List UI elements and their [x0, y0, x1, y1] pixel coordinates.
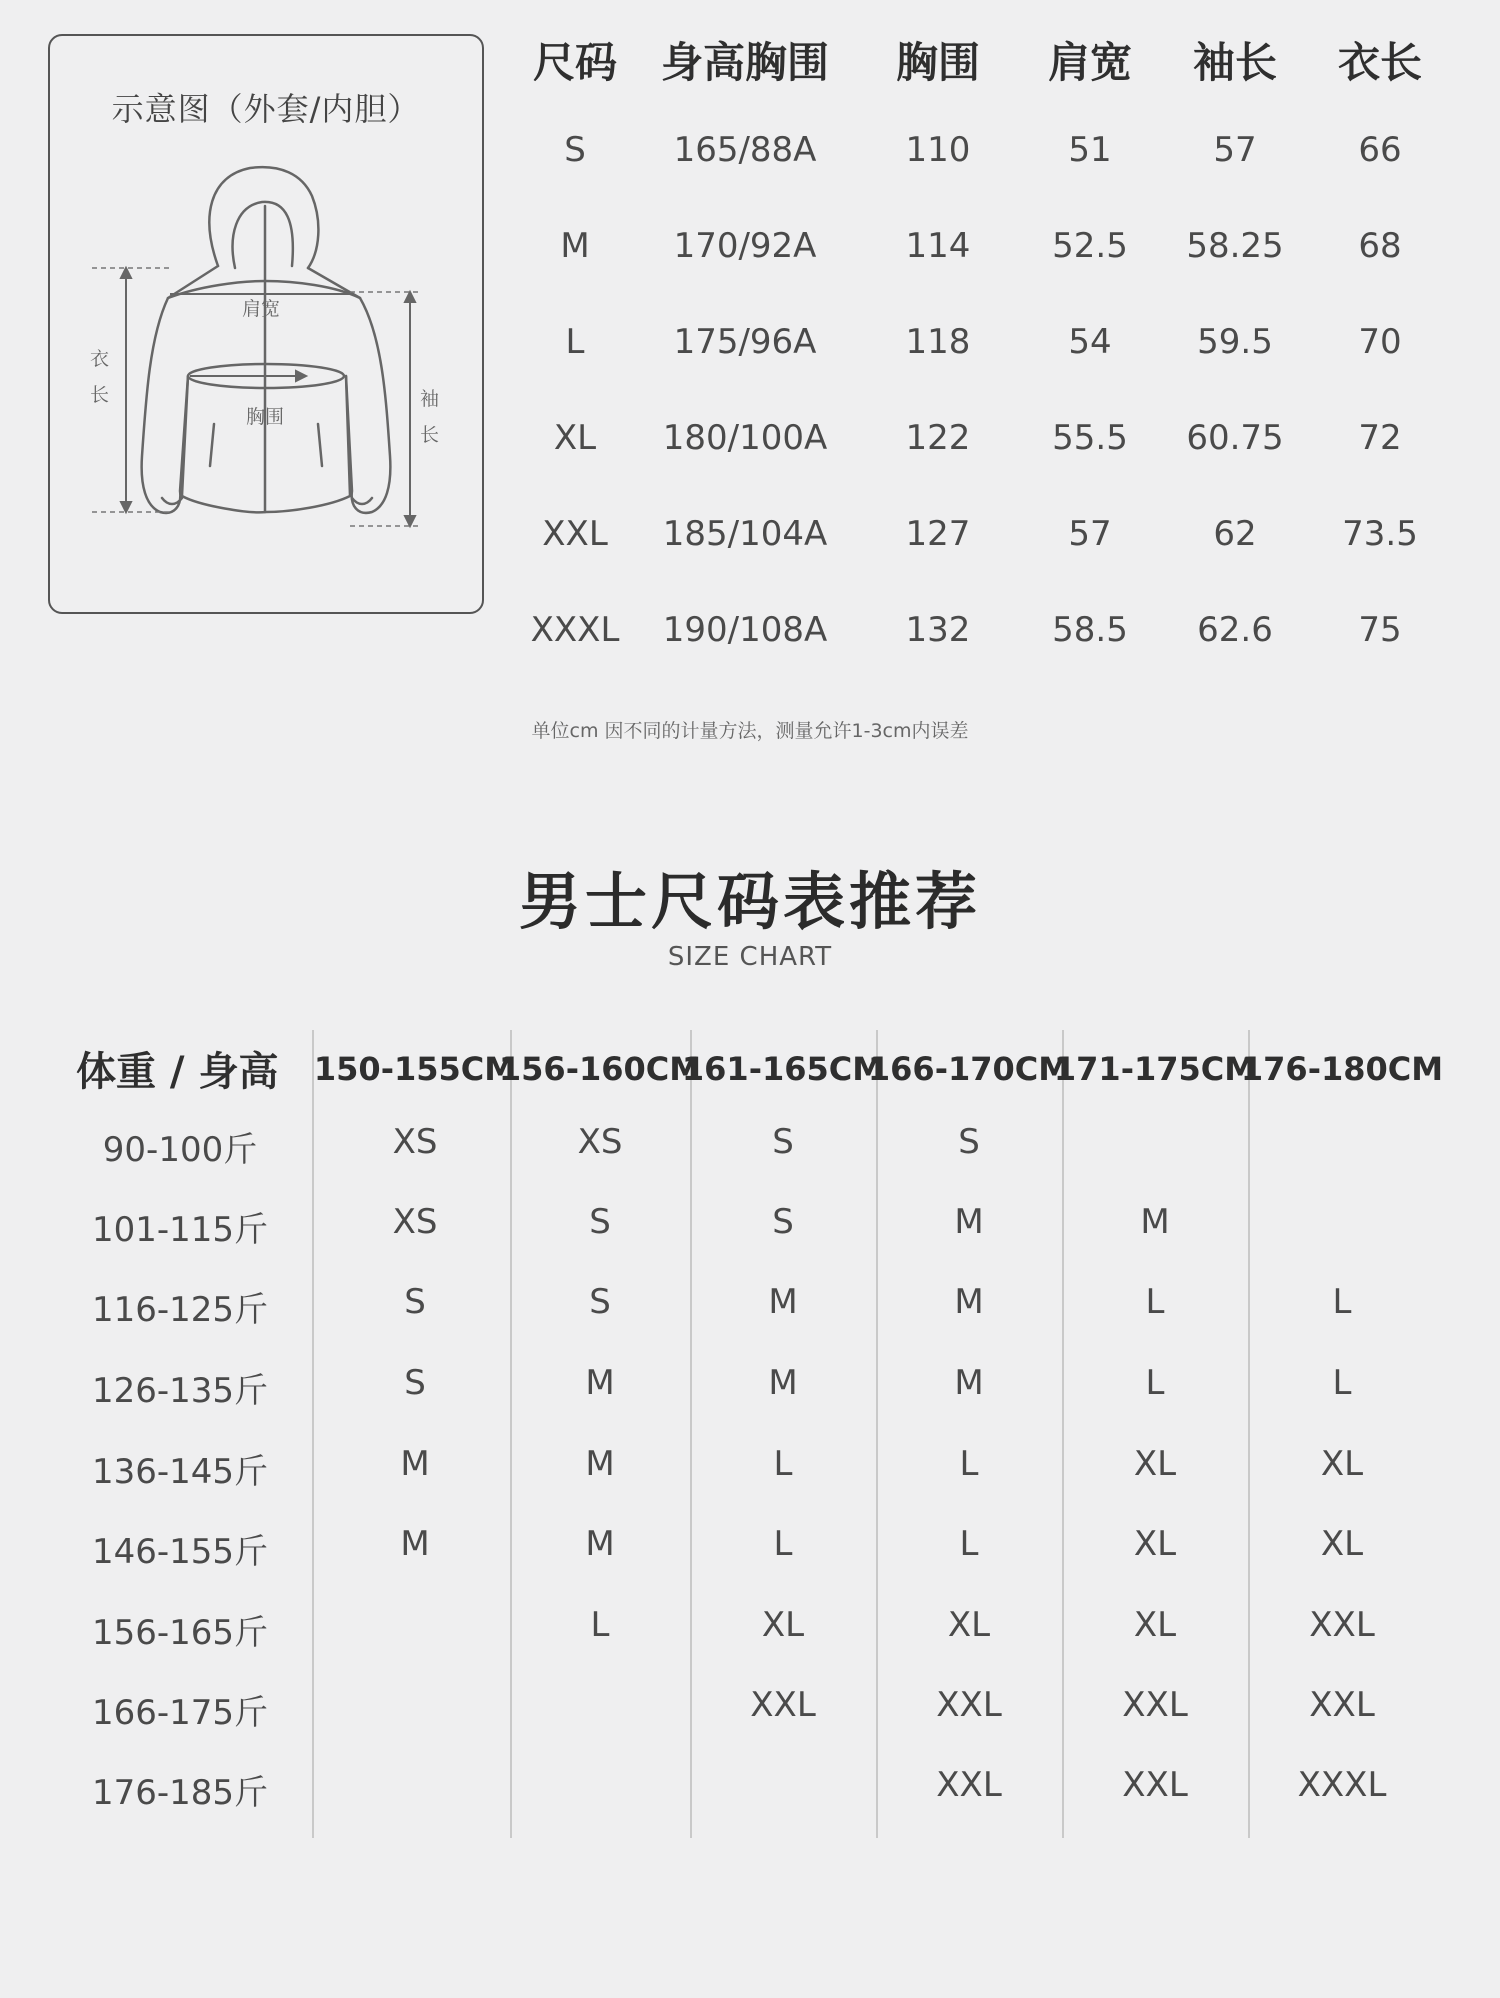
- recommended-size-cell: L: [1145, 1282, 1165, 1322]
- height-range-header: 156-160CM: [498, 1050, 702, 1088]
- recommended-size-cell: L: [959, 1524, 979, 1564]
- spec-cell: XL: [553, 418, 597, 458]
- recommended-size-cell: XL: [1133, 1524, 1177, 1564]
- height-range-header: 171-175CM: [1053, 1050, 1257, 1088]
- rec-corner-label: 体重 / 身高: [76, 1049, 279, 1095]
- recommended-size-cell: M: [954, 1282, 984, 1322]
- recommended-size-cell: S: [958, 1122, 980, 1162]
- spec-header-cell: 袖长: [1192, 38, 1278, 87]
- spec-cell: 52.5: [1052, 226, 1128, 266]
- spec-cell: 127: [905, 514, 971, 554]
- recommended-size-cell: M: [400, 1524, 430, 1564]
- recommended-size-cell: M: [585, 1444, 615, 1484]
- recommended-size-cell: XXL: [936, 1685, 1002, 1725]
- diagram-label-sleeve-2: 长: [420, 424, 440, 446]
- weight-range-label: 126-135斤: [91, 1371, 269, 1411]
- page-title: 男士尺码表推荐: [518, 865, 981, 938]
- spec-cell: 62: [1213, 514, 1257, 554]
- spec-cell: L: [565, 322, 585, 362]
- recommended-size-cell: S: [772, 1122, 794, 1162]
- recommended-size-cell: XL: [947, 1605, 991, 1645]
- spec-header-cell: 衣长: [1337, 38, 1423, 87]
- recommended-size-cell: XL: [1133, 1605, 1177, 1645]
- recommended-size-cell: XS: [392, 1202, 438, 1242]
- weight-range-label: 116-125斤: [91, 1290, 269, 1330]
- measurement-note: 单位cm 因不同的计量方法，测量允许1-3cm内误差: [531, 720, 969, 742]
- diagram-label-chest: 胸围: [246, 406, 285, 428]
- recommended-size-cell: M: [400, 1444, 430, 1484]
- spec-cell: XXXL: [530, 610, 620, 650]
- spec-row: [500, 130, 1460, 226]
- spec-cell: 62.6: [1197, 610, 1273, 650]
- spec-cell: 66: [1358, 130, 1402, 170]
- recommended-size-cell: S: [404, 1282, 426, 1322]
- jacket-outline-icon: [50, 36, 486, 616]
- spec-cell: 185/104A: [662, 514, 828, 554]
- spec-row: [500, 226, 1460, 322]
- recommended-size-cell: XL: [1320, 1524, 1364, 1564]
- page-subtitle: SIZE CHART: [667, 942, 833, 972]
- spec-row: [500, 418, 1460, 514]
- column-divider: [510, 1030, 512, 1838]
- height-range-header: 166-170CM: [867, 1050, 1071, 1088]
- spec-cell: 190/108A: [662, 610, 828, 650]
- recommended-size-cell: M: [585, 1363, 615, 1403]
- recommended-size-cell: XL: [1320, 1444, 1364, 1484]
- spec-cell: 54: [1068, 322, 1112, 362]
- diagram-label-shoulder: 肩宽: [242, 298, 281, 320]
- recommended-size-cell: L: [1332, 1282, 1352, 1322]
- spec-cell: 75: [1358, 610, 1402, 650]
- spec-cell: 175/96A: [673, 322, 817, 362]
- spec-header-row: [500, 30, 1460, 98]
- spec-row: [500, 610, 1460, 706]
- spec-cell: 73.5: [1342, 514, 1418, 554]
- diagram-label-sleeve-1: 袖: [420, 388, 440, 410]
- weight-range-label: 156-165斤: [91, 1613, 269, 1653]
- height-range-header: 161-165CM: [681, 1050, 885, 1088]
- spec-cell: M: [560, 226, 590, 266]
- column-divider: [690, 1030, 692, 1838]
- spec-cell: 114: [905, 226, 971, 266]
- spec-cell: 51: [1068, 130, 1112, 170]
- recommended-size-cell: XXL: [750, 1685, 816, 1725]
- recommended-size-cell: L: [773, 1524, 793, 1564]
- diagram-label-length-2: 长: [90, 384, 110, 406]
- spec-row: [500, 322, 1460, 418]
- spec-cell: 165/88A: [673, 130, 817, 170]
- measurement-diagram: [48, 34, 484, 614]
- recommended-size-cell: L: [1145, 1363, 1165, 1403]
- recommended-size-cell: XL: [1133, 1444, 1177, 1484]
- recommended-size-cell: M: [585, 1524, 615, 1564]
- spec-cell: S: [564, 130, 586, 170]
- recommended-size-cell: S: [404, 1363, 426, 1403]
- recommended-size-cell: L: [959, 1444, 979, 1484]
- recommended-size-cell: XXL: [1309, 1605, 1375, 1645]
- recommended-size-cell: XXL: [1309, 1685, 1375, 1725]
- spec-cell: 59.5: [1197, 322, 1273, 362]
- recommended-size-cell: L: [1332, 1363, 1352, 1403]
- recommended-size-cell: M: [768, 1282, 798, 1322]
- spec-cell: 170/92A: [673, 226, 817, 266]
- recommended-size-cell: XXXL: [1297, 1765, 1387, 1805]
- spec-row: [500, 514, 1460, 610]
- spec-cell: XXL: [542, 514, 608, 554]
- weight-range-label: 146-155斤: [91, 1532, 269, 1572]
- recommended-size-cell: XS: [577, 1122, 623, 1162]
- spec-cell: 58.25: [1186, 226, 1284, 266]
- spec-cell: 72: [1358, 418, 1402, 458]
- recommended-size-cell: XXL: [1122, 1765, 1188, 1805]
- spec-header-cell: 肩宽: [1047, 38, 1133, 87]
- height-range-header: 150-155CM: [313, 1050, 517, 1088]
- recommended-size-cell: XXL: [936, 1765, 1002, 1805]
- weight-range-label: 136-145斤: [91, 1452, 269, 1492]
- diagram-label-length-1: 衣: [90, 348, 110, 370]
- spec-cell: 118: [905, 322, 971, 362]
- spec-cell: 180/100A: [662, 418, 828, 458]
- recommended-size-cell: L: [773, 1444, 793, 1484]
- column-divider: [876, 1030, 878, 1838]
- weight-range-label: 176-185斤: [91, 1773, 269, 1813]
- spec-header-cell: 胸围: [895, 38, 981, 87]
- recommended-size-cell: S: [772, 1202, 794, 1242]
- spec-header-cell: 尺码: [532, 38, 618, 87]
- recommended-size-cell: M: [1140, 1202, 1170, 1242]
- spec-cell: 70: [1358, 322, 1402, 362]
- spec-cell: 122: [905, 418, 971, 458]
- column-divider: [312, 1030, 314, 1838]
- spec-header-cell: 身高胸围: [660, 38, 830, 87]
- recommended-size-cell: L: [590, 1605, 610, 1645]
- weight-range-label: 101-115斤: [91, 1210, 269, 1250]
- spec-cell: 68: [1358, 226, 1402, 266]
- spec-cell: 57: [1068, 514, 1112, 554]
- spec-cell: 110: [905, 130, 971, 170]
- height-range-header: 176-180CM: [1240, 1050, 1444, 1088]
- spec-cell: 58.5: [1052, 610, 1128, 650]
- spec-cell: 55.5: [1052, 418, 1128, 458]
- column-divider: [1062, 1030, 1064, 1838]
- spec-cell: 57: [1213, 130, 1257, 170]
- recommended-size-cell: M: [954, 1363, 984, 1403]
- weight-range-label: 90-100斤: [102, 1130, 258, 1170]
- recommended-size-cell: XXL: [1122, 1685, 1188, 1725]
- recommended-size-cell: S: [589, 1202, 611, 1242]
- recommended-size-cell: M: [954, 1202, 984, 1242]
- recommended-size-cell: S: [589, 1282, 611, 1322]
- recommended-size-cell: M: [768, 1363, 798, 1403]
- recommended-size-cell: XL: [761, 1605, 805, 1645]
- spec-cell: 60.75: [1186, 418, 1284, 458]
- diagram-title: 示意图（外套/内胆）: [111, 90, 421, 128]
- column-divider: [1248, 1030, 1250, 1838]
- recommended-size-cell: XS: [392, 1122, 438, 1162]
- weight-range-label: 166-175斤: [91, 1693, 269, 1733]
- spec-cell: 132: [905, 610, 971, 650]
